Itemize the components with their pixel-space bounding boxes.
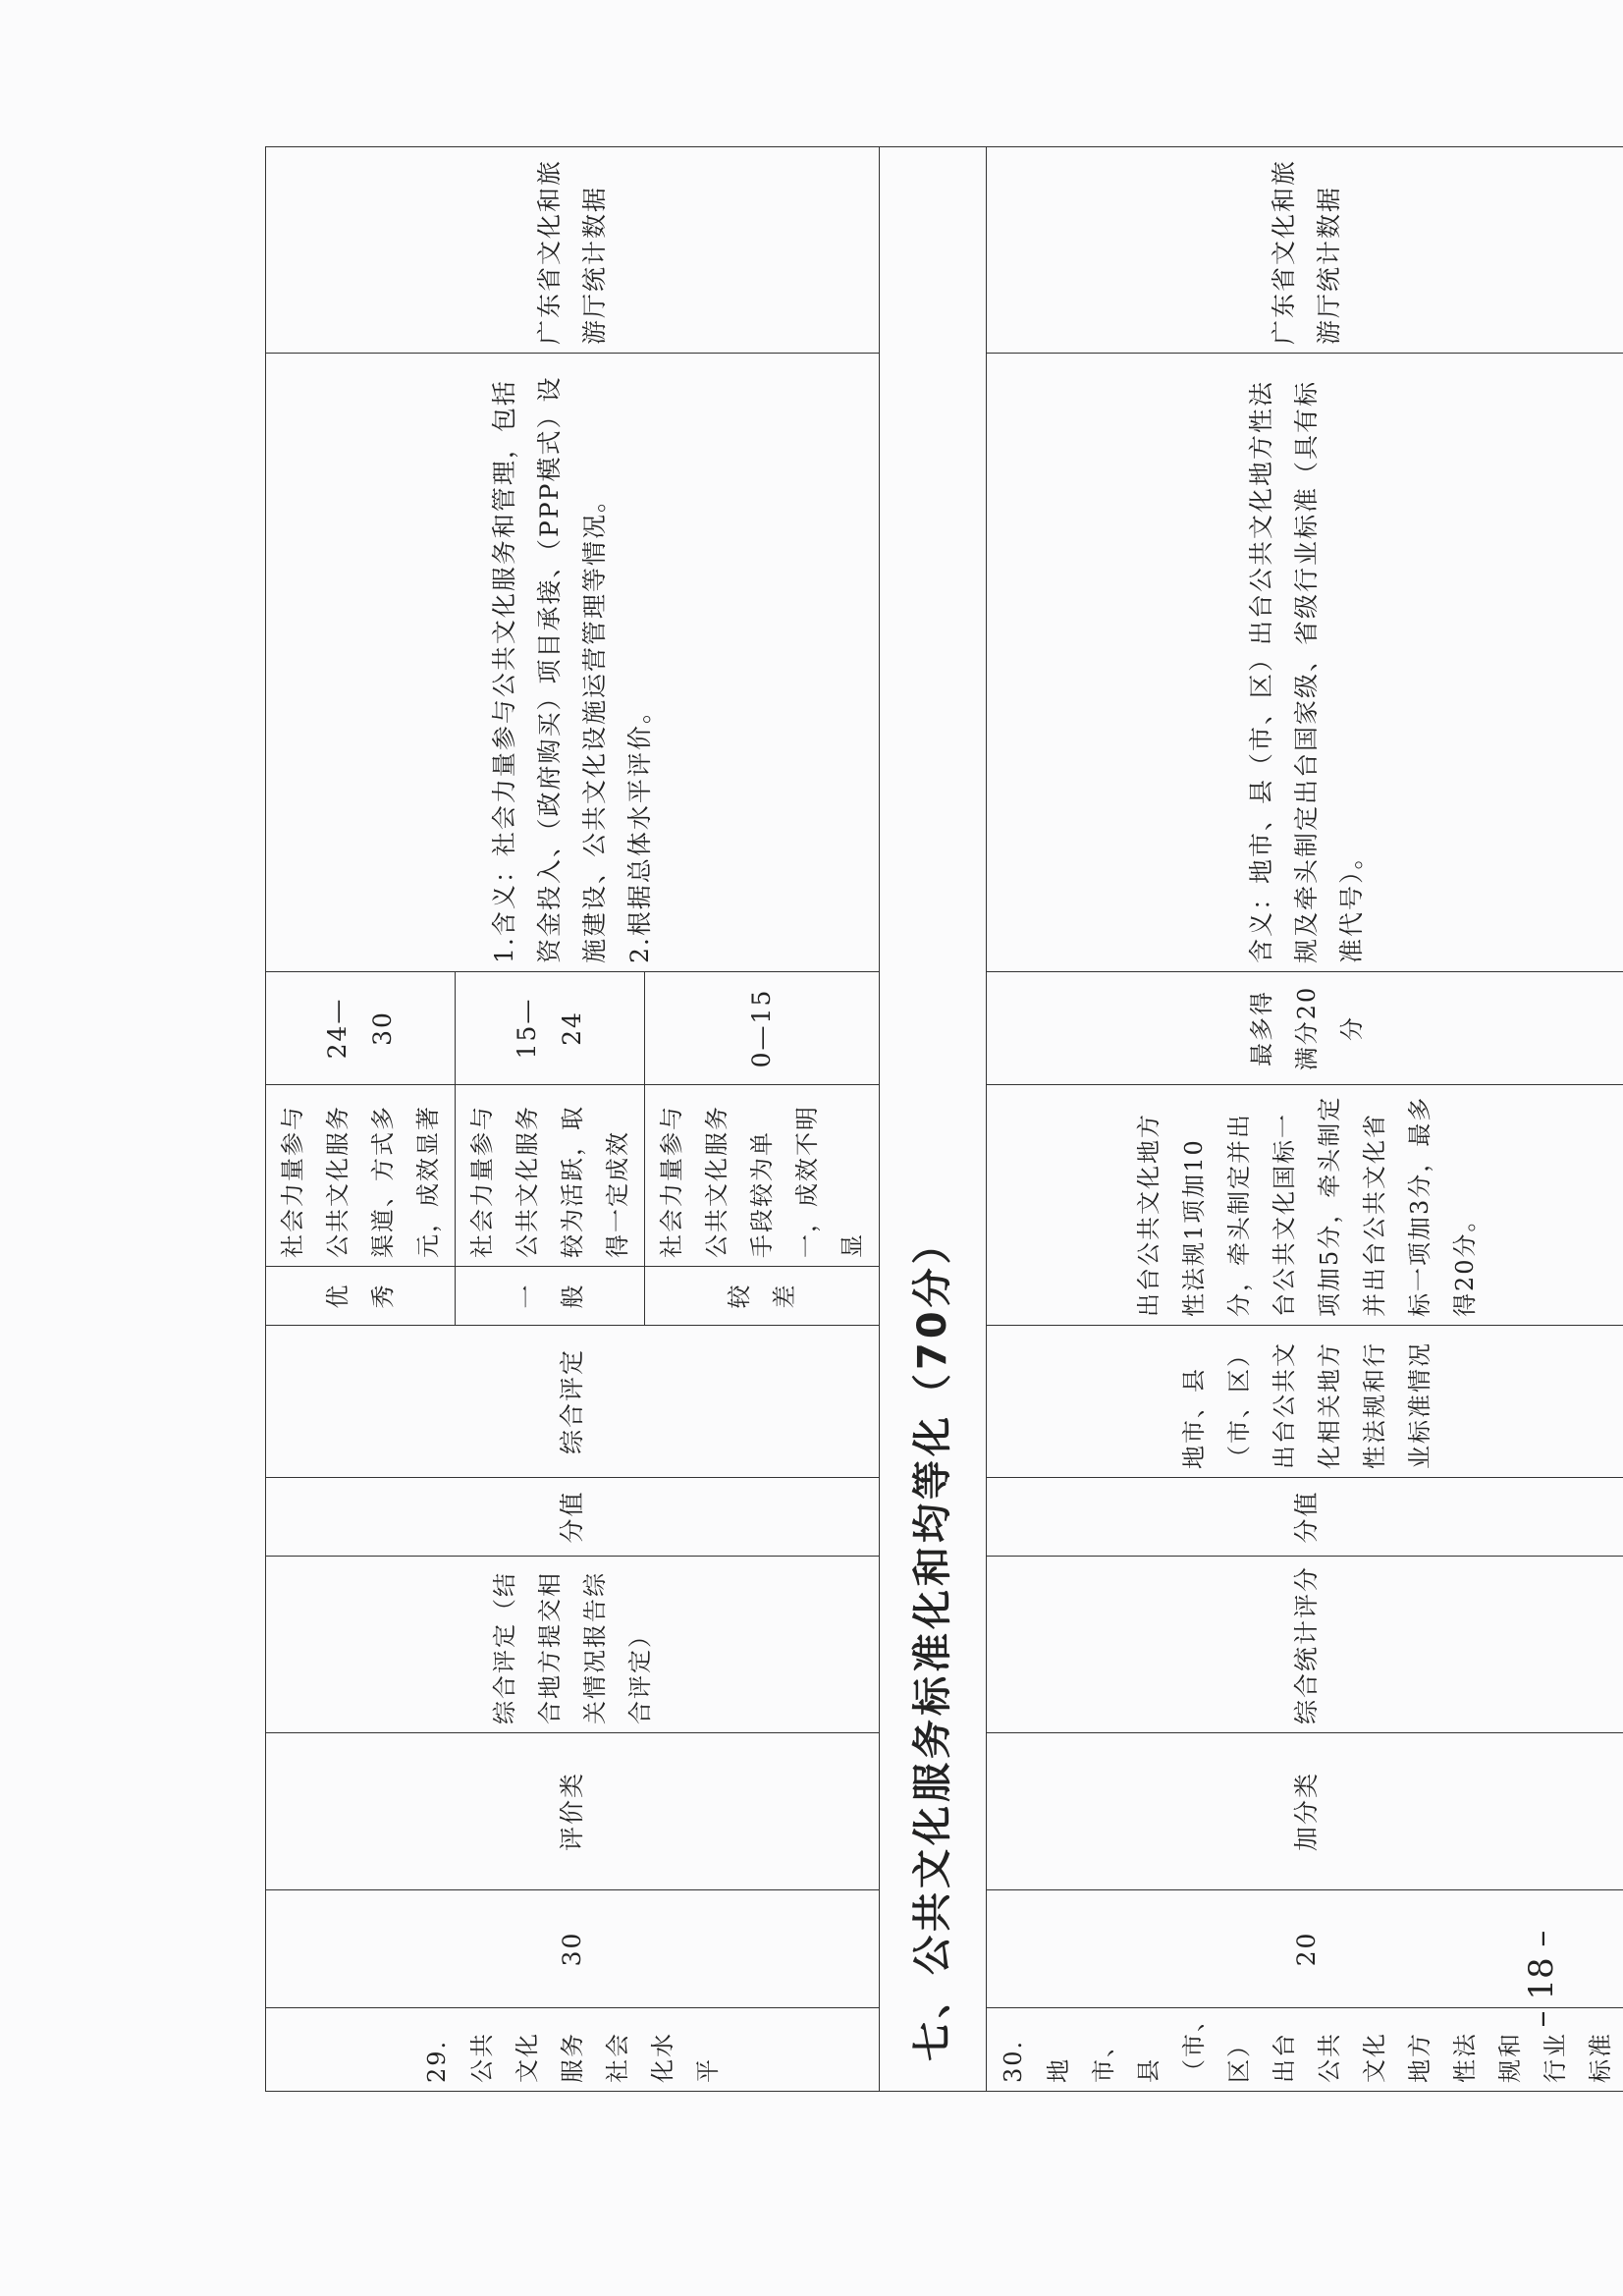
method-30: 综合统计评分 <box>1292 1564 1321 1724</box>
method-cell <box>987 1557 1623 1733</box>
grade-criterion-cell <box>645 1085 880 1267</box>
category-cell <box>266 1733 880 1890</box>
value-type-cell <box>266 1478 880 1557</box>
criterion-cell <box>987 1085 1623 1326</box>
definition-29-1: 1.含义：社会力量参与公共文化服务和管理，包括资金投入、（政府购买）项目承接、（PPP模式）设施建设、公共文化设施运营管理等情况。 <box>490 375 609 963</box>
item-30: 地市、县（市、区）出台公共文化相关地方性法规和行业标准情况 <box>1180 1341 1434 1469</box>
definition-29-2: 2.根据总体水平评价。 <box>625 697 654 963</box>
method-cell <box>266 1557 880 1733</box>
indicator-30: 30. 地市、县（市、区）出台公共文化地方性法规和行业标准 <box>1000 2006 1614 2083</box>
source-cell <box>987 147 1623 354</box>
table-row <box>987 147 1623 2092</box>
source-29: 广东省文化和旅游厅统计数据 <box>535 158 609 345</box>
grade-criterion-average: 社会力量参与公共文化服务较为活跃，取得一定成效 <box>468 1105 631 1258</box>
table-row <box>880 147 987 2092</box>
section-7-title: 七、公共文化服务标准化和均等化（70分） <box>910 1221 955 2061</box>
score-cell <box>266 1890 880 2008</box>
definition-cell <box>987 354 1623 972</box>
range-30: 最多得满分20分 <box>1248 985 1366 1071</box>
method-29: 综合评定（结合地方提交相关情况报告综合评定） <box>491 1571 654 1724</box>
indicator-29: 29. 公共文化服务社会化水平 <box>423 2032 722 2083</box>
grade-range-poor: 0—15 <box>747 988 776 1068</box>
score-29: 30 <box>558 1931 586 1967</box>
category-30: 加分类 <box>1292 1772 1321 1852</box>
item-cell <box>266 1326 880 1478</box>
grade-level-poor: 较差 <box>726 1283 798 1309</box>
grade-range-excellent: 24—30 <box>323 997 397 1060</box>
indicator-cell <box>266 2008 880 2092</box>
grade-range-cell <box>266 972 456 1085</box>
source-cell <box>266 147 880 354</box>
category-29: 评价类 <box>558 1772 586 1852</box>
source-30: 广东省文化和旅游厅统计数据 <box>1270 158 1343 345</box>
score-30: 20 <box>1292 1931 1321 1967</box>
value-type-30: 分值 <box>1292 1490 1321 1544</box>
value-type-29: 分值 <box>558 1490 586 1544</box>
value-type-cell <box>987 1478 1623 1557</box>
grade-level-cell <box>645 1267 880 1326</box>
grade-level-cell <box>456 1267 645 1326</box>
evaluation-table <box>265 146 1623 2092</box>
criterion-30: 出台公共文化地方性法规1项加10分，牵头制定并出台公共文化国标一项加5分，牵头制定并出台公共文化省标一项加3分，最多得20分。 <box>1135 1095 1479 1317</box>
grade-range-cell <box>987 972 1623 1085</box>
grade-level-cell <box>266 1267 456 1326</box>
grade-range-cell <box>645 972 880 1085</box>
grade-criterion-poor: 社会力量参与公共文化服务手段较为单一，成效不明显 <box>658 1105 866 1258</box>
grade-range-cell <box>456 972 645 1085</box>
item-29: 综合评定 <box>558 1348 586 1455</box>
grade-criterion-cell <box>266 1085 456 1267</box>
grade-range-average: 15—24 <box>513 997 586 1060</box>
item-cell <box>987 1326 1623 1478</box>
grade-criterion-cell <box>456 1085 645 1267</box>
page-number: – 18 – <box>1522 1930 1561 2028</box>
grade-level-average: 一般 <box>514 1283 586 1309</box>
category-cell <box>987 1733 1623 1890</box>
definition-cell <box>266 354 880 972</box>
section-heading-cell <box>880 147 987 2092</box>
definition-30: 含义：地市、县（市、区）出台公共文化地方性法规及牵头制定出台国家级、省级行业标准（具有标准代号）。 <box>1247 379 1366 963</box>
grade-level-excellent: 优秀 <box>324 1283 397 1309</box>
table-row <box>266 147 456 2092</box>
grade-criterion-excellent: 社会力量参与公共文化服务渠道、方式多元，成效显著 <box>279 1105 442 1258</box>
